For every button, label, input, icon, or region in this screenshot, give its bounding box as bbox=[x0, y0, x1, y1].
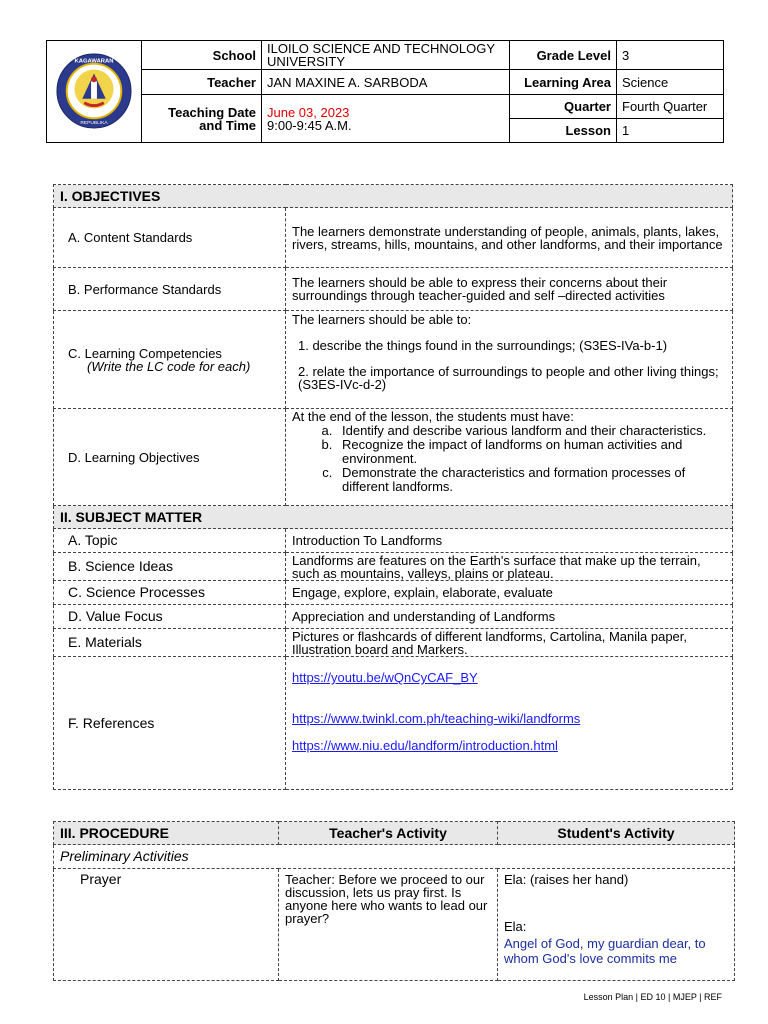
objectives-list bbox=[292, 424, 726, 494]
time-text: 9:00-9:45 A.M. bbox=[267, 117, 352, 133]
lesson-value: 1 bbox=[617, 119, 724, 143]
grade-value: 3 bbox=[617, 41, 724, 70]
performance-standards-value: The learners should be able to express their concerns about their surroundings through teacher-guided and self –directed activities bbox=[286, 268, 733, 311]
objective-item: c. Demonstrate the characteristics and formation processes of different landforms. bbox=[336, 466, 726, 494]
competencies-label-text: C. Learning Competencies bbox=[68, 345, 222, 361]
science-processes-value: Engage, explore, explain, elaborate, evaluate bbox=[286, 581, 733, 605]
teacher-value: JAN MAXINE A. SARBODA bbox=[262, 70, 510, 95]
content-standards-label: A. Content Standards bbox=[54, 208, 286, 268]
value-focus-value: Appreciation and understanding of Landforms bbox=[286, 605, 733, 629]
science-processes-label: C. Science Processes bbox=[54, 581, 286, 605]
science-ideas-label: B. Science Ideas bbox=[54, 553, 286, 581]
subject-matter-title: II. SUBJECT MATTER bbox=[54, 506, 733, 529]
date-label bbox=[142, 95, 262, 143]
competency-item-2: 2. relate the importance of surroundings to people and other living things; (S3ES-IVc-d-2) bbox=[298, 364, 719, 392]
svg-text:KAGAWARAN: KAGAWARAN bbox=[74, 58, 114, 65]
reference-link-twinkl[interactable]: https://www.twinkl.com.ph/teaching-wiki/landforms bbox=[292, 711, 581, 726]
performance-standards-label: B. Performance Standards bbox=[54, 268, 286, 311]
competencies-intro: The learners should be able to: bbox=[292, 312, 472, 327]
page-footer: Lesson Plan | ED 10 | MJEP | REF bbox=[583, 992, 722, 1002]
learning-competencies-value bbox=[286, 311, 733, 409]
objectives-title: I. OBJECTIVES bbox=[54, 185, 733, 208]
quarter-value: Fourth Quarter bbox=[617, 95, 724, 119]
deped-seal-icon bbox=[55, 52, 133, 130]
objective-item: a. Identify and describe various landform and their characteristics. bbox=[336, 424, 726, 438]
competencies-note: (Write the LC code for each) bbox=[87, 358, 251, 374]
objective-item: b. Recognize the impact of landforms on human activities and environment. bbox=[336, 438, 726, 466]
school-label: School bbox=[142, 41, 262, 70]
student-text-2: Ela: bbox=[504, 919, 527, 934]
learning-competencies-label bbox=[54, 311, 286, 409]
topic-value: Introduction To Landforms bbox=[286, 529, 733, 553]
materials-value: Pictures or flashcards of different landforms, Cartolina, Manila paper, Illustration board and Markers. bbox=[286, 629, 733, 657]
reference-link-niu[interactable]: https://www.niu.edu/landform/introduction.html bbox=[292, 738, 558, 753]
procedure-table bbox=[53, 821, 735, 981]
student-prayer-cell bbox=[498, 869, 735, 981]
competency-item-1: 1. describe the things found in the surroundings; (S3ES-IVa-b-1) bbox=[298, 338, 668, 353]
topic-label: A. Topic bbox=[54, 529, 286, 553]
references-value bbox=[286, 657, 733, 790]
date-label-line2: and Time bbox=[199, 117, 256, 133]
svg-text:REPUBLIKA: REPUBLIKA bbox=[80, 120, 108, 126]
reference-link-youtube[interactable]: https://youtu.be/wQnCyCAF_BY bbox=[292, 670, 478, 685]
prayer-label: Prayer bbox=[54, 869, 279, 981]
grade-label: Grade Level bbox=[510, 41, 617, 70]
preliminary-activities: Preliminary Activities bbox=[54, 845, 735, 869]
objectives-table bbox=[53, 184, 733, 790]
lesson-label: Lesson bbox=[510, 119, 617, 143]
references-label: F. References bbox=[54, 657, 286, 790]
header-table bbox=[46, 40, 724, 143]
logo-cell bbox=[47, 41, 142, 143]
objectives-intro: At the end of the lesson, the students must have: bbox=[292, 409, 574, 424]
learning-objectives-value bbox=[286, 409, 733, 506]
materials-label: E. Materials bbox=[54, 629, 286, 657]
date-label-line1: Teaching Date bbox=[168, 104, 256, 120]
procedure-title: III. PROCEDURE bbox=[54, 822, 279, 845]
science-ideas-value: Landforms are features on the Earth's surface that make up the terrain, such as mountains, valleys, plains or plateau. bbox=[286, 553, 733, 581]
learning-objectives-label: D. Learning Objectives bbox=[54, 409, 286, 506]
quarter-label: Quarter bbox=[510, 95, 617, 119]
teacher-prayer-text: Teacher: Before we proceed to our discussion, lets us pray first. Is anyone here who wants to lead our prayer? bbox=[279, 869, 498, 981]
student-activity-header: Student's Activity bbox=[498, 822, 735, 845]
teacher-activity-header: Teacher's Activity bbox=[279, 822, 498, 845]
teacher-label: Teacher bbox=[142, 70, 262, 95]
area-value: Science bbox=[617, 70, 724, 95]
date-text: June 03, 2023 bbox=[267, 104, 350, 120]
content-standards-value: The learners demonstrate understanding of people, animals, plants, lakes, rivers, streams, hills, mountains, and other landforms, and their importance bbox=[286, 208, 733, 268]
student-text-1: Ela: (raises her hand) bbox=[504, 872, 629, 887]
area-label: Learning Area bbox=[510, 70, 617, 95]
date-value bbox=[262, 95, 510, 143]
student-text-3: Angel of God, my guardian dear, to whom God's love commits me bbox=[504, 936, 706, 966]
value-focus-label: D. Value Focus bbox=[54, 605, 286, 629]
school-value: ILOILO SCIENCE AND TECHNOLOGY UNIVERSITY bbox=[262, 41, 510, 70]
